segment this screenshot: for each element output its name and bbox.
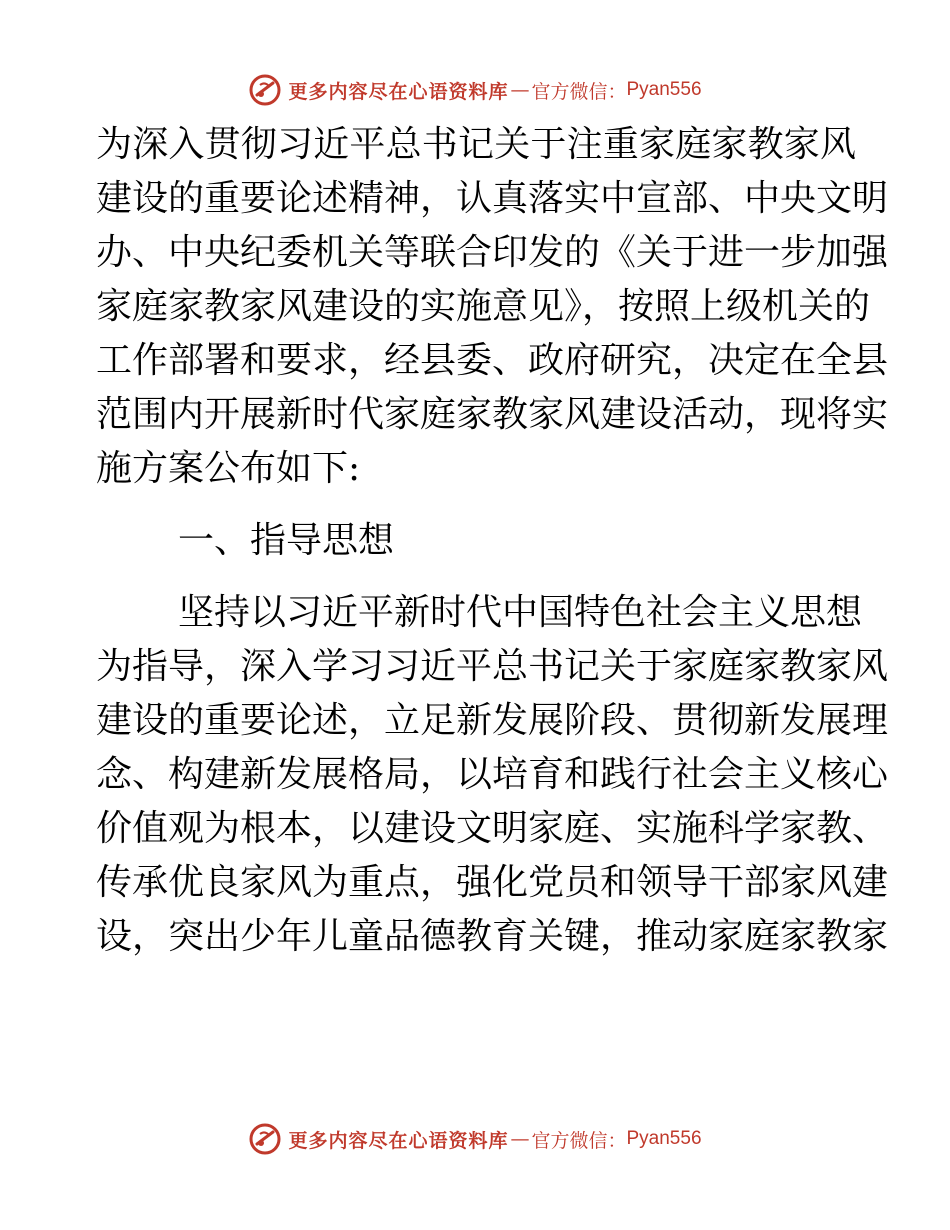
text-line: 办、中央纪委机关等联合印发的《关于进一步加强 bbox=[96, 232, 889, 273]
logo-icon bbox=[248, 1122, 282, 1156]
document-body bbox=[96, 118, 889, 964]
text-line: 范围内开展新时代家庭家教家风建设活动，现将实 bbox=[96, 394, 889, 435]
text-line: 工作部署和要求，经县委、政府研究，决定在全县 bbox=[96, 340, 889, 381]
text-line: 为指导，深入学习习近平总书记关于家庭家教家风 bbox=[96, 646, 889, 687]
text-line: 设，突出少年儿童品德教育关键，推动家庭家教家 bbox=[96, 916, 889, 957]
paragraph-intro bbox=[96, 118, 889, 496]
footer-watermark bbox=[0, 1119, 950, 1159]
watermark-wechat-label: 官方微信： bbox=[531, 80, 627, 103]
watermark-separator: — bbox=[510, 1128, 530, 1150]
text-line: 坚持以习近平新时代中国特色社会主义思想 bbox=[178, 592, 863, 633]
text-line: 建设的重要论述精神，认真落实中宣部、中央文明 bbox=[96, 178, 889, 219]
text-line: 家庭家教家风建设的实施意见》，按照上级机关的 bbox=[96, 286, 871, 327]
text-line: 价值观为根本，以建设文明家庭、实施科学家教、 bbox=[96, 808, 889, 849]
watermark-title: 更多内容尽在心语资料库 bbox=[288, 1129, 509, 1152]
text-line: 施方案公布如下: bbox=[96, 448, 361, 489]
watermark-title: 更多内容尽在心语资料库 bbox=[288, 80, 509, 103]
header-watermark bbox=[0, 70, 950, 110]
text-line: 念、构建新发展格局，以培育和践行社会主义核心 bbox=[96, 754, 889, 795]
watermark-handle: Pyan556 bbox=[626, 79, 702, 100]
text-line: 建设的重要论述，立足新发展阶段、贯彻新发展理 bbox=[96, 700, 889, 741]
text-line: 传承优良家风为重点，强化党员和领导干部家风建 bbox=[96, 862, 889, 903]
watermark-wechat-label: 官方微信： bbox=[531, 1129, 627, 1152]
watermark-handle: Pyan556 bbox=[626, 1128, 702, 1149]
section-heading: 一、指导思想 bbox=[178, 520, 395, 561]
paragraph-guiding-ideology bbox=[96, 586, 889, 964]
watermark-separator: — bbox=[510, 79, 530, 101]
text-line: 为深入贯彻习近平总书记关于注重家庭家教家风 bbox=[96, 124, 856, 165]
logo-icon bbox=[248, 73, 282, 107]
